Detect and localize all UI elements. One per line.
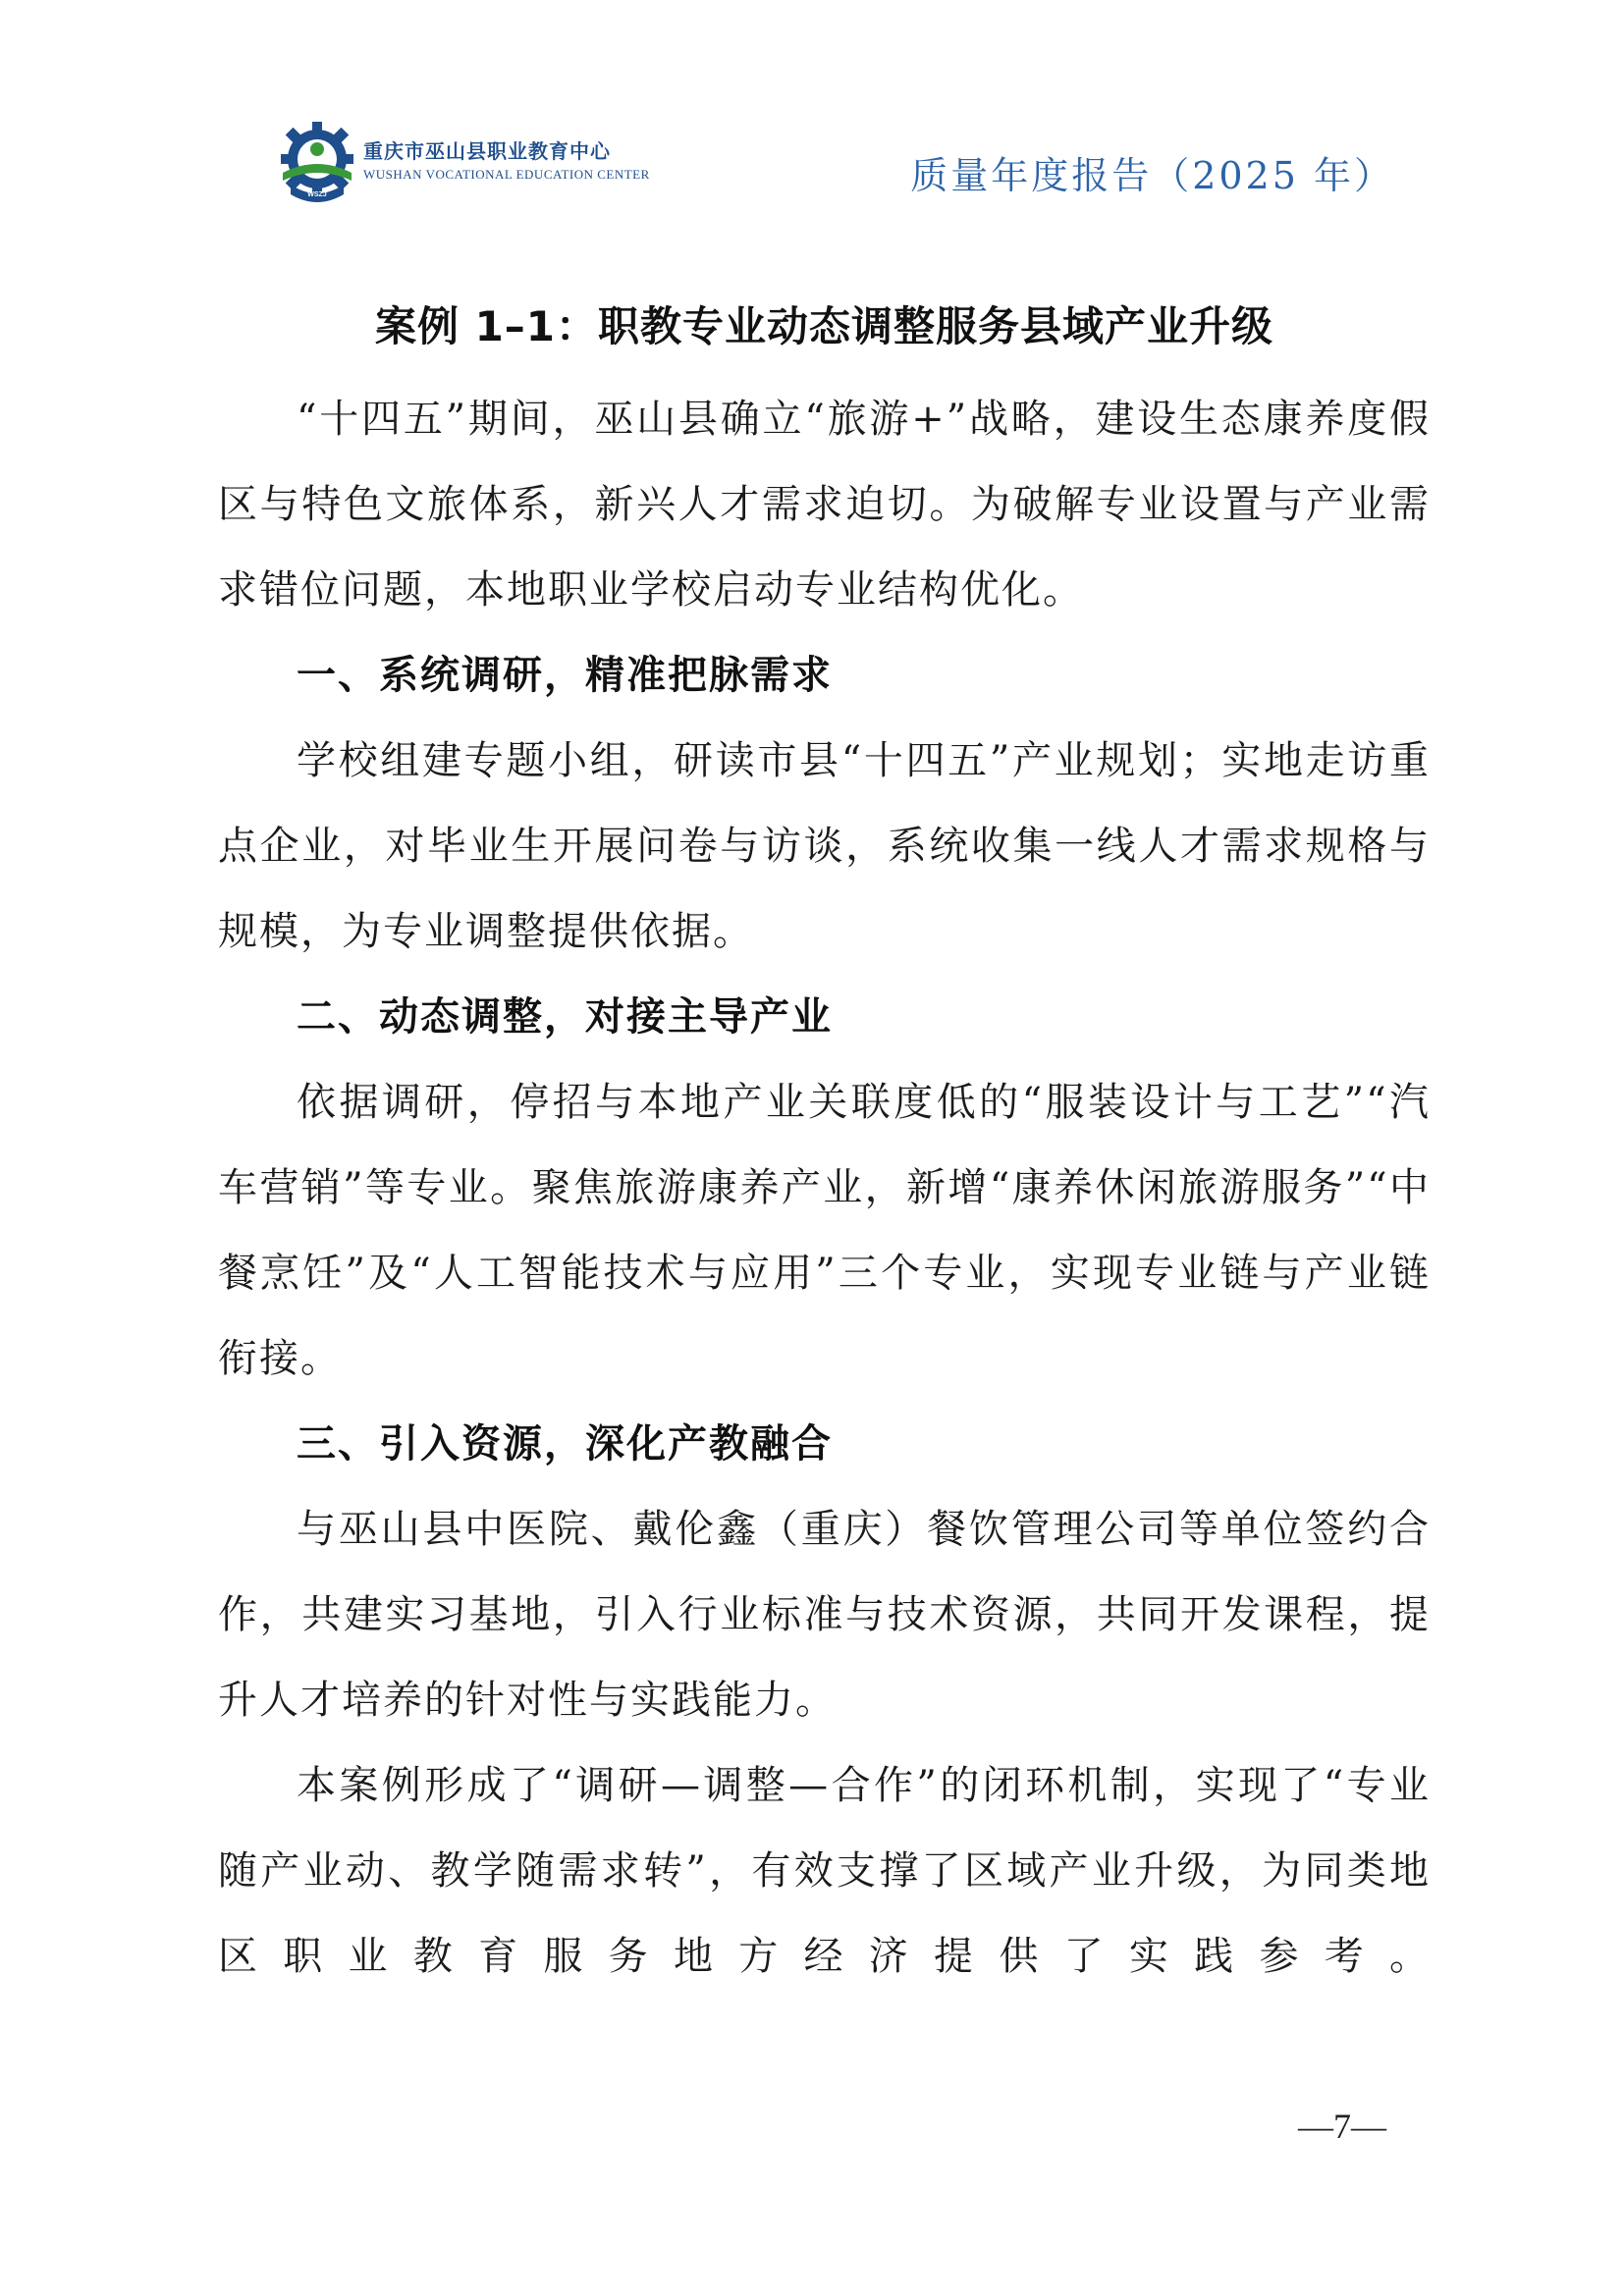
section-1-body: 学校组建专题小组，研读市县“十四五”产业规划；实地走访重点企业，对毕业生开展问卷与访谈，系统收集一线人才需求规格与规模，为专业调整提供依据。 [218,738,1431,954]
logo-english-name: WUSHAN VOCATIONAL EDUCATION CENTER [363,167,650,182]
report-title: 质量年度报告（2025 年） [910,154,1394,197]
document-body [218,294,1431,2000]
page-header [0,0,1624,236]
gear-logo-icon [273,116,361,206]
section-2-body: 依据调研，停招与本地产业关联度低的“服装设计与工艺”“汽车营销”等专业。聚焦旅游康养产业，新增“康养休闲旅游服务”“中餐烹饪”及“人工智能技术与应用”三个专业，实现专业链与产业链衔接。 [218,1080,1431,1381]
section-3-heading: 三、引入资源，深化产教融合 [297,1421,833,1467]
section-2-heading: 二、动态调整，对接主导产业 [297,994,833,1040]
conclusion-paragraph: 本案例形成了“调研—调整—合作”的闭环机制，实现了“专业随产业动、教学随需求转”，有效支撑了区域产业升级，为同类地区职业教育服务地方经济提供了实践参考。 [218,1763,1431,1979]
section-3-body: 与巫山县中医院、戴伦鑫（重庆）餐饮管理公司等单位签约合作，共建实习基地，引入行业标准与技术资源，共同开发课程，提升人才培养的针对性与实践能力。 [218,1507,1431,1723]
school-logo [273,116,650,206]
logo-chinese-name: 重庆市巫山县职业教育中心 [363,139,611,163]
case-title: 案例 1–1：职教专业动态调整服务县域产业升级 [374,302,1274,350]
section-1-heading: 一、系统调研，精准把脉需求 [297,653,833,698]
logo-badge-text: WSZJ [307,191,327,198]
page-number: —7— [1298,2107,1386,2146]
intro-paragraph: “十四五”期间，巫山县确立“旅游+”战略，建设生态康养度假区与特色文旅体系，新兴人才需求迫切。为破解专业设置与产业需求错位问题，本地职业学校启动专业结构优化。 [218,397,1431,613]
